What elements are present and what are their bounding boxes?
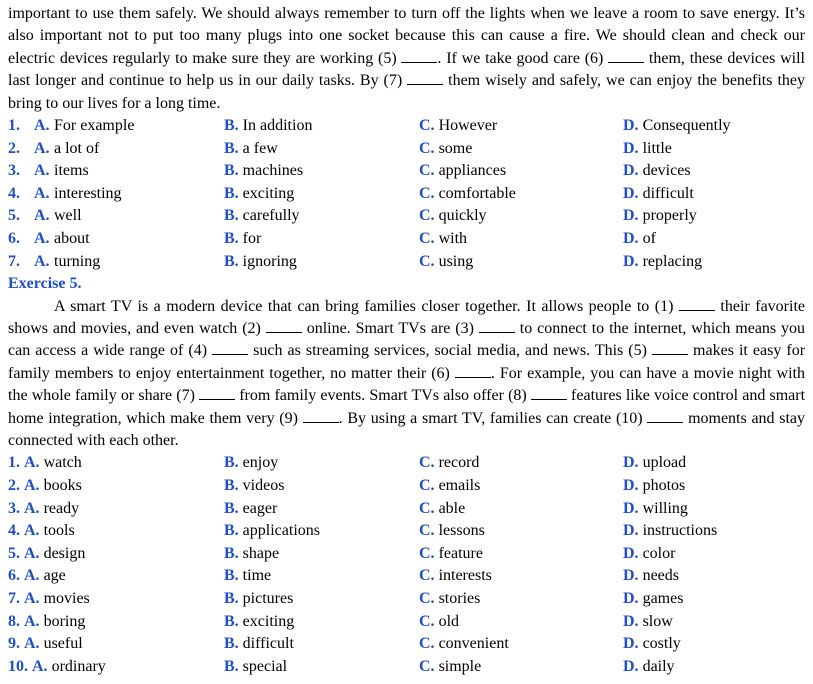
option-text: videos (242, 477, 285, 495)
option-letter: C. (419, 499, 435, 517)
option-text: old (438, 612, 460, 630)
option-text: Consequently (642, 117, 731, 135)
option-text: design (43, 544, 86, 562)
option-text: special (242, 657, 288, 675)
answer-option (8, 611, 85, 634)
option-text: useful (43, 635, 83, 653)
question-row (8, 251, 805, 274)
passage-2-segment: . By using a smart TV, families can create (10) (338, 409, 643, 427)
option-letter: D. (623, 567, 639, 585)
option-letter: D. (623, 184, 639, 202)
passage-2-segment: features like voice control and smart home integration, which make them very (9) (8, 387, 806, 427)
question-row (8, 160, 805, 183)
question-row (8, 520, 805, 543)
answer-option (419, 475, 480, 498)
option-text: quickly (438, 207, 487, 225)
answer-option (8, 228, 90, 251)
question-number: 9. (8, 635, 20, 653)
answer-option (224, 475, 284, 498)
question-number: 4. (8, 522, 20, 540)
option-text: However (438, 117, 498, 135)
answer-option (224, 565, 271, 588)
option-text: replacing (642, 252, 703, 270)
passage-2-segment: moments and stay connected with each other. (8, 409, 806, 450)
option-letter: B. (224, 522, 239, 540)
answer-option (419, 611, 459, 634)
answer-option (623, 183, 694, 206)
question-number: 5. (8, 544, 20, 562)
option-text: needs (642, 567, 679, 585)
question-number: 3. (8, 499, 20, 517)
answer-option (224, 160, 303, 183)
option-text: books (43, 477, 82, 495)
answer-option (224, 498, 277, 521)
answer-blank (212, 342, 248, 355)
answer-option (8, 183, 122, 206)
answer-option (8, 588, 90, 611)
answer-option (419, 138, 472, 161)
option-letter: D. (623, 612, 639, 630)
answer-option (224, 115, 312, 138)
answer-option (224, 633, 294, 656)
answer-blank (407, 72, 443, 85)
option-letter: B. (224, 477, 239, 495)
option-text: appliances (438, 162, 507, 180)
passage-1-segment: them, these devices will last longer and continue to help us in our daily tasks. By (7) (8, 49, 805, 90)
question-row (8, 475, 805, 498)
option-text: exciting (242, 612, 295, 630)
answer-option (419, 452, 479, 475)
question-row (8, 138, 805, 161)
option-text: lessons (438, 522, 485, 540)
option-letter: C. (419, 454, 435, 472)
option-text: machines (242, 162, 304, 180)
answer-option (224, 452, 278, 475)
answer-blank (679, 298, 715, 311)
option-letter: A. (34, 184, 50, 202)
passage-2-segment: A smart TV is a modern device that can bring families closer together. It allows people to (1) (54, 297, 674, 315)
option-text: costly (642, 635, 681, 653)
answer-option (623, 611, 673, 634)
option-text: applications (242, 522, 320, 540)
option-letter: D. (623, 544, 639, 562)
answer-option (419, 656, 481, 679)
option-letter: A. (24, 454, 40, 472)
option-letter: A. (24, 612, 40, 630)
option-letter: A. (34, 230, 50, 247)
option-text: of (642, 230, 656, 247)
option-text: difficult (242, 635, 294, 653)
option-letter: D. (623, 454, 639, 472)
answer-option (8, 475, 82, 498)
question-row (8, 452, 805, 475)
option-text: interests (438, 567, 492, 585)
answer-option (8, 251, 101, 274)
answer-option (8, 115, 135, 138)
option-letter: D. (623, 139, 639, 157)
answer-option (623, 475, 685, 498)
option-letter: D. (623, 477, 639, 495)
option-letter: B. (224, 499, 239, 517)
answer-option (224, 228, 261, 251)
option-letter: C. (419, 544, 435, 562)
answer-blank (479, 320, 515, 333)
answer-blank (266, 320, 302, 333)
answer-blank (531, 387, 567, 400)
option-letter: C. (419, 207, 435, 225)
answer-option (8, 633, 83, 656)
option-letter: C. (419, 162, 435, 180)
option-letter: D. (623, 522, 639, 540)
option-letter: A. (24, 567, 40, 585)
question-row (8, 228, 805, 251)
answer-option (8, 656, 106, 679)
option-text: eager (242, 499, 278, 517)
option-letter: A. (34, 252, 50, 270)
answer-option (623, 543, 675, 566)
option-letter: D. (623, 252, 639, 270)
passage-1-segment: . If we take good care (6) (437, 49, 604, 67)
option-text: record (438, 454, 480, 472)
option-letter: C. (419, 184, 435, 202)
option-letter: B. (224, 454, 239, 472)
question-number: 1. (8, 454, 20, 472)
option-text: enjoy (242, 454, 279, 472)
question-number: 10. (8, 657, 28, 675)
option-text: with (438, 230, 468, 247)
option-text: comfortable (438, 184, 516, 202)
option-text: age (43, 567, 66, 585)
option-letter: C. (419, 230, 435, 247)
option-text: simple (438, 657, 482, 675)
answer-option (8, 565, 66, 588)
question-list-1 (8, 115, 805, 273)
option-text: movies (43, 590, 90, 607)
answer-option (8, 205, 82, 228)
option-text: properly (642, 207, 697, 225)
option-letter: B. (224, 207, 239, 225)
option-text: shape (242, 544, 280, 562)
option-letter: C. (419, 590, 435, 607)
option-letter: C. (419, 522, 435, 540)
option-text: some (438, 139, 473, 157)
answer-option (623, 205, 697, 228)
option-letter: C. (419, 635, 435, 653)
option-text: daily (642, 657, 675, 675)
answer-option (419, 183, 516, 206)
question-number: 4. (8, 184, 20, 202)
option-text: watch (43, 454, 82, 472)
question-number: 6. (8, 230, 20, 247)
answer-option (419, 588, 480, 611)
question-number: 2. (8, 477, 20, 495)
question-row (8, 205, 805, 228)
answer-option (419, 205, 487, 228)
answer-blank (303, 410, 339, 423)
option-letter: B. (224, 230, 239, 247)
option-text: emails (438, 477, 481, 495)
option-letter: C. (419, 117, 435, 135)
option-letter: B. (224, 139, 239, 157)
option-text: boring (43, 612, 86, 630)
answer-option (623, 251, 702, 274)
question-row (8, 498, 805, 521)
answer-option (419, 115, 497, 138)
option-text: pictures (242, 590, 294, 607)
option-letter: A. (24, 635, 40, 653)
option-letter: C. (419, 567, 435, 585)
answer-option (419, 160, 506, 183)
passage-2-segment: such as streaming services, social media, and news. This (5) (253, 342, 647, 360)
option-text: instructions (642, 522, 718, 540)
option-letter: C. (419, 612, 435, 630)
answer-option (623, 633, 681, 656)
answer-blank (608, 50, 644, 63)
answer-blank (199, 387, 235, 400)
answer-option (224, 611, 294, 634)
answer-option (8, 160, 89, 183)
option-letter: C. (419, 139, 435, 157)
option-letter: C. (419, 252, 435, 270)
answer-option (623, 228, 656, 251)
option-letter: A. (34, 117, 50, 135)
answer-option (8, 498, 79, 521)
option-letter: D. (623, 657, 639, 675)
passage-2-segment: makes it easy for family members to enjoy entertainment together, no matter their (6) (8, 342, 806, 382)
answer-option (419, 565, 492, 588)
answer-blank (455, 365, 491, 378)
option-text: ignoring (242, 252, 297, 270)
option-letter: C. (419, 477, 435, 495)
option-text: feature (438, 544, 483, 562)
answer-option (623, 656, 675, 679)
option-letter: A. (24, 499, 40, 517)
answer-option (623, 520, 717, 543)
option-letter: B. (224, 590, 239, 607)
answer-option (419, 520, 485, 543)
option-letter: B. (224, 544, 239, 562)
answer-blank (401, 50, 437, 63)
question-number: 7. (8, 252, 20, 270)
answer-option (8, 543, 85, 566)
option-letter: B. (224, 657, 239, 675)
option-text: time (242, 567, 272, 585)
answer-option (8, 452, 82, 475)
option-text: able (438, 499, 466, 517)
option-text: willing (642, 499, 688, 517)
option-letter: A. (32, 657, 48, 675)
option-text: slow (642, 612, 673, 630)
passage-1-segment: important to use them safely. We should always remember to turn off the lights when we leave a room to save energy. It’s also important not to put too many plugs into one socket because this can cause a fire. We should clean and check our electric devices regularly to make sure they are working (5) (8, 5, 805, 67)
question-number: 1. (8, 117, 20, 135)
option-letter: A. (24, 544, 40, 562)
option-text: tools (43, 522, 75, 540)
option-text: In addition (242, 117, 313, 135)
answer-blank (652, 342, 688, 355)
answer-option (419, 633, 509, 656)
option-text: little (642, 139, 672, 157)
question-number: 8. (8, 612, 20, 630)
passage-2-segment: from family events. Smart TVs also offer (8) (239, 387, 527, 405)
option-text: a lot of (54, 139, 100, 157)
option-text: well (54, 207, 82, 225)
passage-2-segment: . For example, you can have a movie night with the whole family or share (7) (8, 364, 806, 405)
option-letter: B. (224, 184, 239, 202)
question-number: 2. (8, 139, 20, 157)
option-text: interesting (54, 184, 122, 202)
option-letter: B. (224, 635, 239, 653)
question-number: 7. (8, 590, 20, 607)
question-number: 6. (8, 567, 20, 585)
option-letter: B. (224, 162, 239, 180)
option-letter: A. (34, 162, 50, 180)
option-text: using (438, 252, 474, 270)
question-row (8, 588, 805, 611)
option-letter: A. (24, 522, 40, 540)
option-letter: B. (224, 117, 239, 135)
option-letter: D. (623, 117, 639, 135)
option-text: photos (642, 477, 686, 495)
answer-option (623, 498, 688, 521)
option-text: exciting (242, 184, 295, 202)
passage-1 (8, 3, 805, 115)
option-letter: D. (623, 207, 639, 225)
option-text: a few (242, 139, 278, 157)
passage-2-segment: online. Smart TVs are (3) (306, 320, 474, 337)
answer-option (224, 656, 287, 679)
question-row (8, 115, 805, 138)
option-letter: D. (623, 635, 639, 653)
answer-option (8, 520, 75, 543)
option-text: ready (43, 499, 80, 517)
option-letter: B. (224, 567, 239, 585)
answer-option (623, 588, 683, 611)
passage-2 (8, 296, 805, 453)
question-row (8, 543, 805, 566)
answer-option (224, 205, 300, 228)
option-text: upload (642, 454, 687, 472)
option-text: devices (642, 162, 691, 180)
answer-option (419, 251, 473, 274)
exercise-title: Exercise 5. (8, 275, 82, 293)
option-text: about (54, 230, 90, 247)
option-letter: C. (419, 657, 435, 675)
option-text: stories (438, 590, 481, 607)
answer-option (224, 520, 320, 543)
option-letter: D. (623, 499, 639, 517)
option-letter: A. (34, 207, 50, 225)
option-text: carefully (242, 207, 300, 225)
passage-2-segment: to connect to the internet, which means you can access a wide range of (4) (8, 320, 806, 360)
option-letter: B. (224, 612, 239, 630)
option-text: ordinary (51, 657, 106, 675)
option-text: For example (54, 117, 135, 135)
option-text: difficult (642, 184, 694, 202)
option-text: turning (54, 252, 101, 270)
option-text: items (54, 162, 89, 180)
option-letter: D. (623, 590, 639, 607)
option-letter: A. (34, 139, 50, 157)
answer-option (224, 251, 297, 274)
answer-option (419, 228, 467, 251)
question-row (8, 611, 805, 634)
answer-option (623, 452, 686, 475)
option-letter: D. (623, 230, 639, 247)
answer-blank (647, 410, 683, 423)
option-text: games (642, 590, 684, 607)
passage-2-segment: their favorite shows and movies, and even watch (2) (8, 297, 805, 337)
option-text: color (642, 544, 676, 562)
question-number: 3. (8, 162, 20, 180)
option-letter: B. (224, 252, 239, 270)
question-row (8, 633, 805, 656)
answer-option (8, 138, 100, 161)
question-row (8, 656, 805, 679)
question-row (8, 183, 805, 206)
answer-option (224, 588, 293, 611)
option-letter: D. (623, 162, 639, 180)
option-text: for (242, 230, 262, 247)
question-row (8, 565, 805, 588)
question-number: 5. (8, 207, 20, 225)
question-list-2 (8, 452, 805, 678)
passage-1-segment: them wisely and safely, we can enjoy the benefits they bring to our lives for a long time. (8, 72, 805, 112)
answer-option (623, 565, 679, 588)
answer-option (224, 183, 294, 206)
answer-option (623, 115, 731, 138)
answer-option (623, 160, 691, 183)
answer-option (419, 543, 483, 566)
answer-option (623, 138, 672, 161)
answer-option (224, 543, 279, 566)
option-letter: A. (24, 477, 40, 495)
option-text: convenient (438, 635, 509, 653)
answer-option (419, 498, 465, 521)
answer-option (224, 138, 278, 161)
option-letter: A. (24, 590, 40, 607)
